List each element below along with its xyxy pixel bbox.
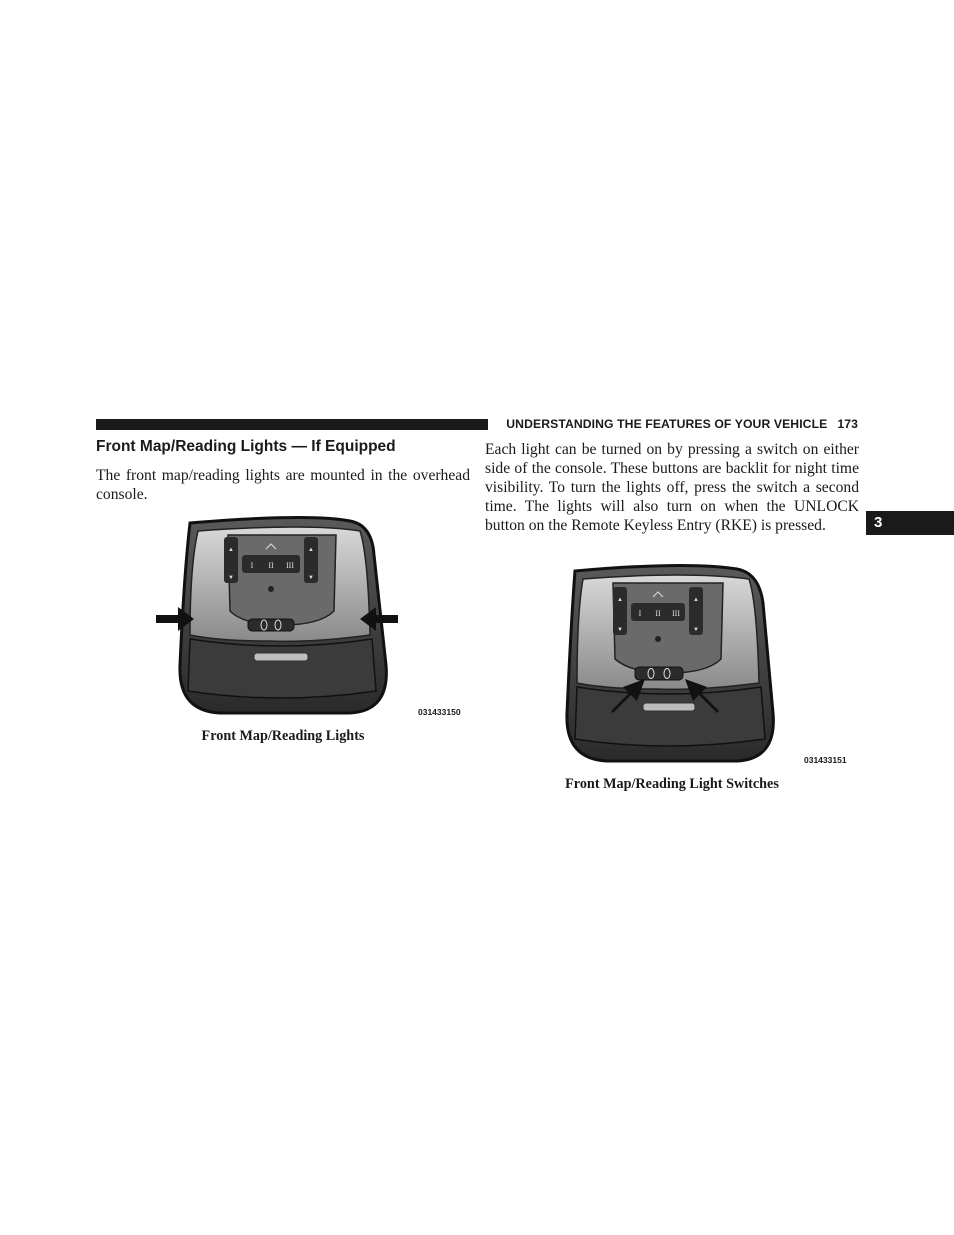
figure-reading-lights [150,515,472,723]
figure-reading-light-switches [537,563,857,771]
header-rule [96,419,488,430]
control-panel [228,535,336,625]
usage-paragraph: Each light can be turned on by pressing a switch on either side of the console. These buttons are backlit for night time visibility. To turn the lights off, press the switch a second time. The lights will also turn on when the UNLOCK button on the Remote Keyless Entry (RKE) is pressed. [485,441,859,534]
svg-text:▼: ▼ [308,575,314,581]
chapter-tab: 3 [866,511,954,535]
homelink-button-1: I [638,609,642,618]
svg-text:▼: ▼ [228,575,234,581]
overhead-console-illustration [537,563,857,771]
intro-paragraph: The front map/reading lights are mounted in the overhead console. [96,467,470,503]
control-panel [613,583,723,673]
svg-text:▲: ▲ [308,547,314,553]
bin-handle [643,703,695,711]
bin-handle [254,653,308,661]
figure-code: 031433151 [804,755,847,765]
homelink-button-2: II [655,609,661,618]
svg-text:▼: ▼ [693,627,699,633]
homelink-button-1: I [250,561,254,570]
microphone-hole [655,636,661,642]
homelink-button-3: III [672,609,680,618]
microphone-hole [268,586,274,592]
sunglass-bin-lid [575,687,765,746]
reading-light-switches [248,619,294,631]
sunglass-bin-lid [188,639,376,698]
figure-caption: Front Map/Reading Light Switches [565,776,779,792]
running-header [498,417,858,431]
overhead-console-illustration [150,515,472,723]
reading-light-switches [635,667,683,680]
homelink-button-3: III [286,561,294,570]
running-title: UNDERSTANDING THE FEATURES OF YOUR VEHICLE [506,417,828,431]
figure-code: 031433150 [418,707,461,717]
homelink-button-2: II [268,561,274,570]
svg-text:▲: ▲ [617,597,623,603]
svg-text:▲: ▲ [693,597,699,603]
page-number: 173 [837,417,858,431]
svg-text:▲: ▲ [228,547,234,553]
section-title: Front Map/Reading Lights — If Equipped [96,438,396,455]
svg-text:▼: ▼ [617,627,623,633]
figure-caption: Front Map/Reading Lights [201,728,365,744]
